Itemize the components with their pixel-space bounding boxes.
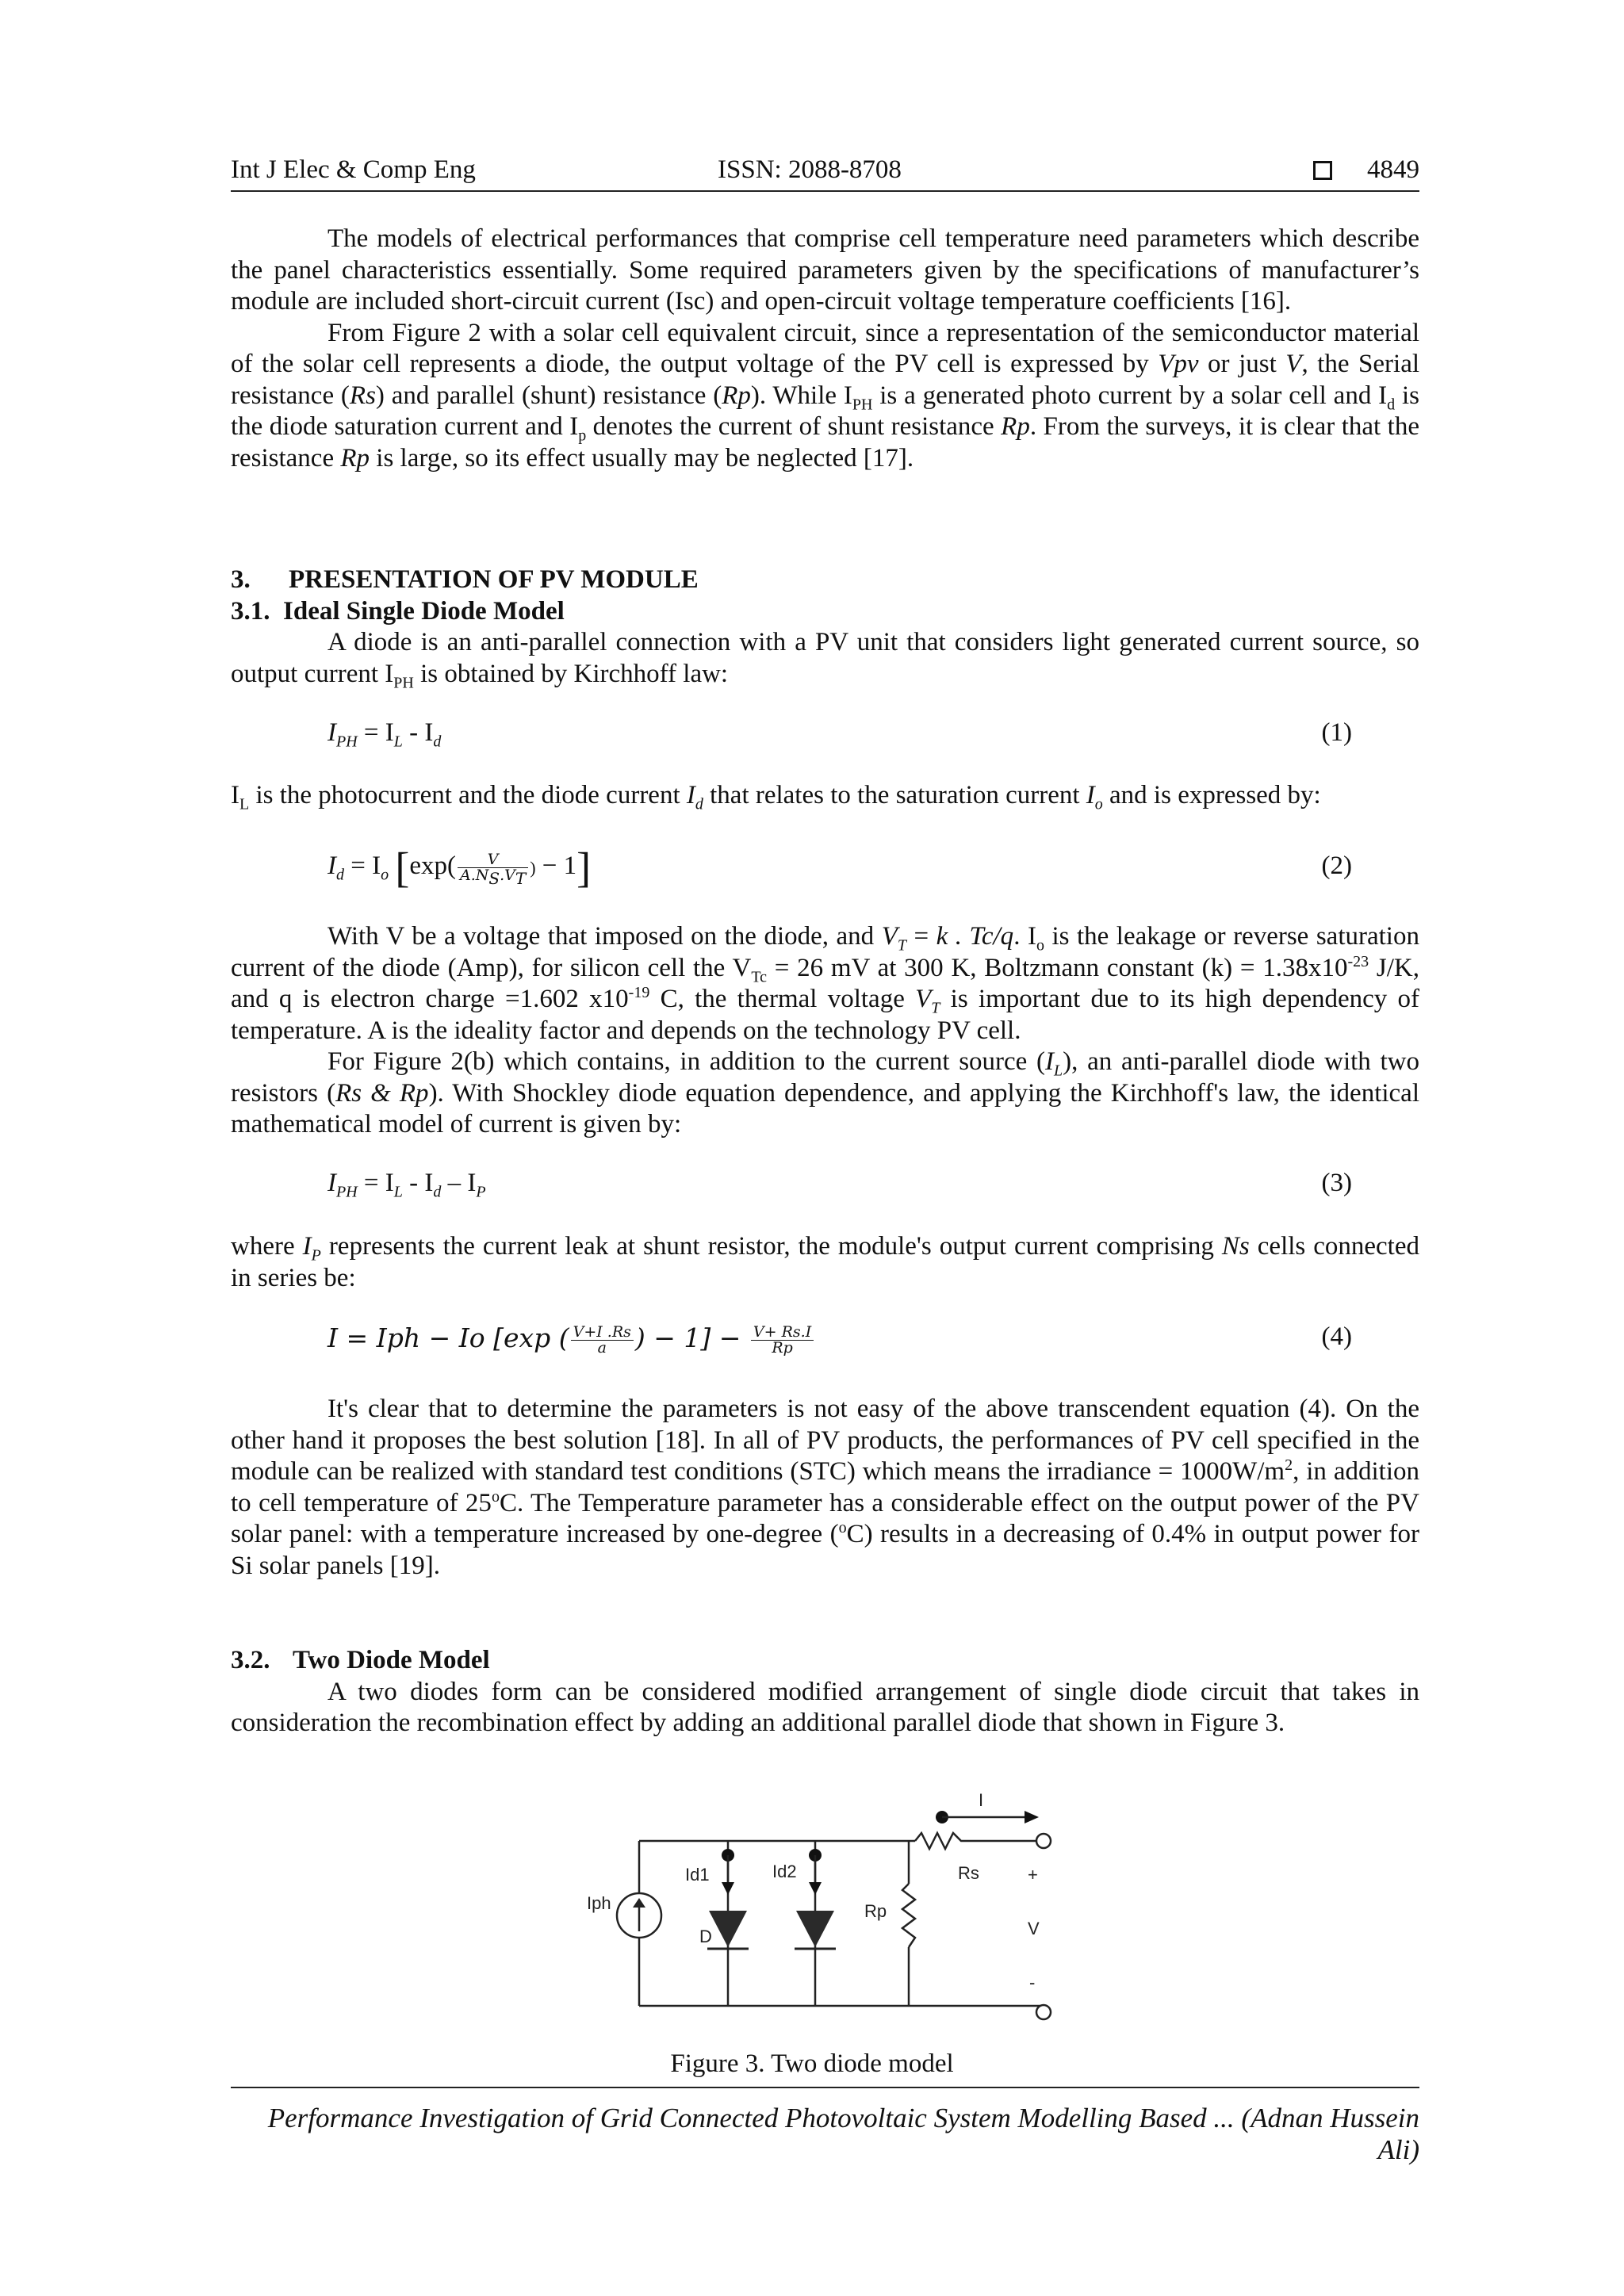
rp-resistor [902,1884,915,1947]
rs-resistor [915,1833,972,1849]
section-3-block [231,564,1419,690]
paragraph-voltage: With V be a voltage that imposed on the diode, and $V_T = k$ . Tc/q. $I_o$ is the leakage or reverse saturation current of the diode (Amp), for silicon cell the $V_{Tc} = 26$ mV at 300 K, Boltzmann constant $(k) = 1.38x10^{-23}$ J/K, and q is electron charge =1.602 $x10^{-19}$ C, the thermal voltage $V_T$ is important due to its high dependency of temperature. A is the ideality factor and depends on the technology PV cell. [231,922,1420,1045]
label-Id2: Id2 [772,1862,797,1881]
section-heading-3-2: 3.2. Two Diode Model [231,1646,490,1674]
paragraph-2: From Figure 2 with a solar cell equivalent circuit, since a representation of the semiconductor material of the solar cell represents a diode, the output voltage of the PV cell is expressed by Vpv or just V, the Serial resistance (Rs) and parallel (shunt) resistance (Rp). While $I_{PH}$ is a generated photo current by a solar cell and $I_d$ is the diode saturation current and $I_p$ denotes the current of shunt resistance Rp. From the surveys, it is clear that the resistance Rp is large, so its effect usually may be neglected [17]. [231,318,1420,473]
equation-3: $I_{PH} = I_L - I_d - I_P$ (3) [327,1169,1352,1201]
figure-caption: Figure 3. Two diode model [670,2049,954,2078]
equation-1: $I_{PH} = I_L - I_d$ (1) [327,718,1352,751]
diode-1-icon [709,1911,747,1947]
label-Id1: Id1 [685,1865,710,1885]
square-bullet-icon [1313,161,1332,180]
paragraph-3-2: A two diodes form can be considered modified arrangement of single diode circuit that takes in consideration the recombination effect by adding an additional parallel diode that shown in Figure 3. [231,1677,1419,1737]
where-paragraph: where $I_P$ represents the current leak at shunt resistor, the module's output current comprising Ns cells connected in series be: [231,1232,1419,1292]
label-V: V [1028,1919,1040,1938]
paragraph-3-1-intro: A diode is an anti-parallel connection with a PV unit that considers light generated current source, so output current $I_{PH}$ is obtained by Kirchhoff law: [231,628,1419,692]
running-footer: Performance Investigation of Grid Connected Photovoltaic System Modelling Based ... (Adnan Hussein Ali) [231,2087,1419,2166]
label-minus: - [1029,1973,1036,1992]
journal-name: Int J Elec & Comp Eng [231,155,476,184]
section-heading-3: 3. PRESENTATION OF PV MODULE [231,565,699,594]
intro-block [231,224,1419,474]
paragraph-figure2b: For Figure 2(b) which contains, in addition to the current source $(I_L)$, an anti-parallel diode with two resistors (Rs & Rp). With Shockley diode equation dependence, and applying the Kirchhoff's law, the identical mathematical model of current is given by: [231,1047,1420,1138]
terminal-negative [1036,2005,1051,2019]
i-arrow-icon [1025,1811,1039,1823]
running-header [231,155,1419,192]
section-3-2-block [231,1645,1419,1739]
page-number: 4849 [1367,155,1419,184]
id1-arrow-icon [722,1882,734,1895]
label-Iph: Iph [587,1893,611,1913]
equation-number: (1) [1321,718,1352,747]
equation-2: $I_d = I_o$ [exp( $\frac{V}{A.N_S.V_T}$ ) − 1] (2) [327,844,1352,892]
equation-number: (2) [1321,851,1352,880]
equation-number: (4) [1321,1322,1352,1351]
equation-4: I = Iph − Io [exp ( $\frac{V+I .Rs}{a}$ ) − 1] − $\frac{V+ Rs.I}{Rp}$ (4) [327,1322,1352,1357]
terminal-positive [1036,1834,1051,1848]
circuit-diagram [587,1790,1067,2030]
label-plus: + [1028,1865,1038,1885]
label-D: D [699,1927,712,1946]
equation-number: (3) [1321,1169,1352,1197]
figure-two-diode-circuit [587,1790,1067,2030]
voltage-paragraphs [231,921,1419,1141]
paragraph-1: The models of electrical performances that comprise cell temperature need parameters which describe the panel characteristics essentially. Some required parameters given by the specifications of manufacturer’s module are included short-circuit current (Isc) and open-circuit voltage temperature coefficients [16]. [231,224,1419,316]
id2-arrow-icon [809,1882,822,1895]
page-number-group [1313,155,1419,185]
section-heading-3-1: 3.1. Ideal Single Diode Model [231,596,565,626]
diode-2-icon [796,1911,834,1947]
after-eq1-text: $I_L$ is the photocurrent and the diode current $I_d$ that relates to the saturation current $I_o$ and is expressed by: [231,781,1321,813]
label-I: I [979,1790,984,1810]
issn: ISSN: 2088-8708 [718,155,902,184]
label-Rs: Rs [958,1863,979,1883]
clear-paragraph: It's clear that to determine the parameters is not easy of the above transcendent equation (4). On the other hand it proposes the best solution [18]. In all of PV products, the performances of PV cell specified in the module can be realized with standard test conditions (STC) which means the irradiance = $1000W/m^2$, in addition to cell temperature of 25$^o$C. The Temperature parameter has a considerable effect on the output power of the PV solar panel: with a temperature increased by one-degree ($^o$C) results in a decreasing of 0.4% in output power for Si solar panels [19]. [231,1395,1419,1580]
label-Rp: Rp [864,1901,887,1921]
